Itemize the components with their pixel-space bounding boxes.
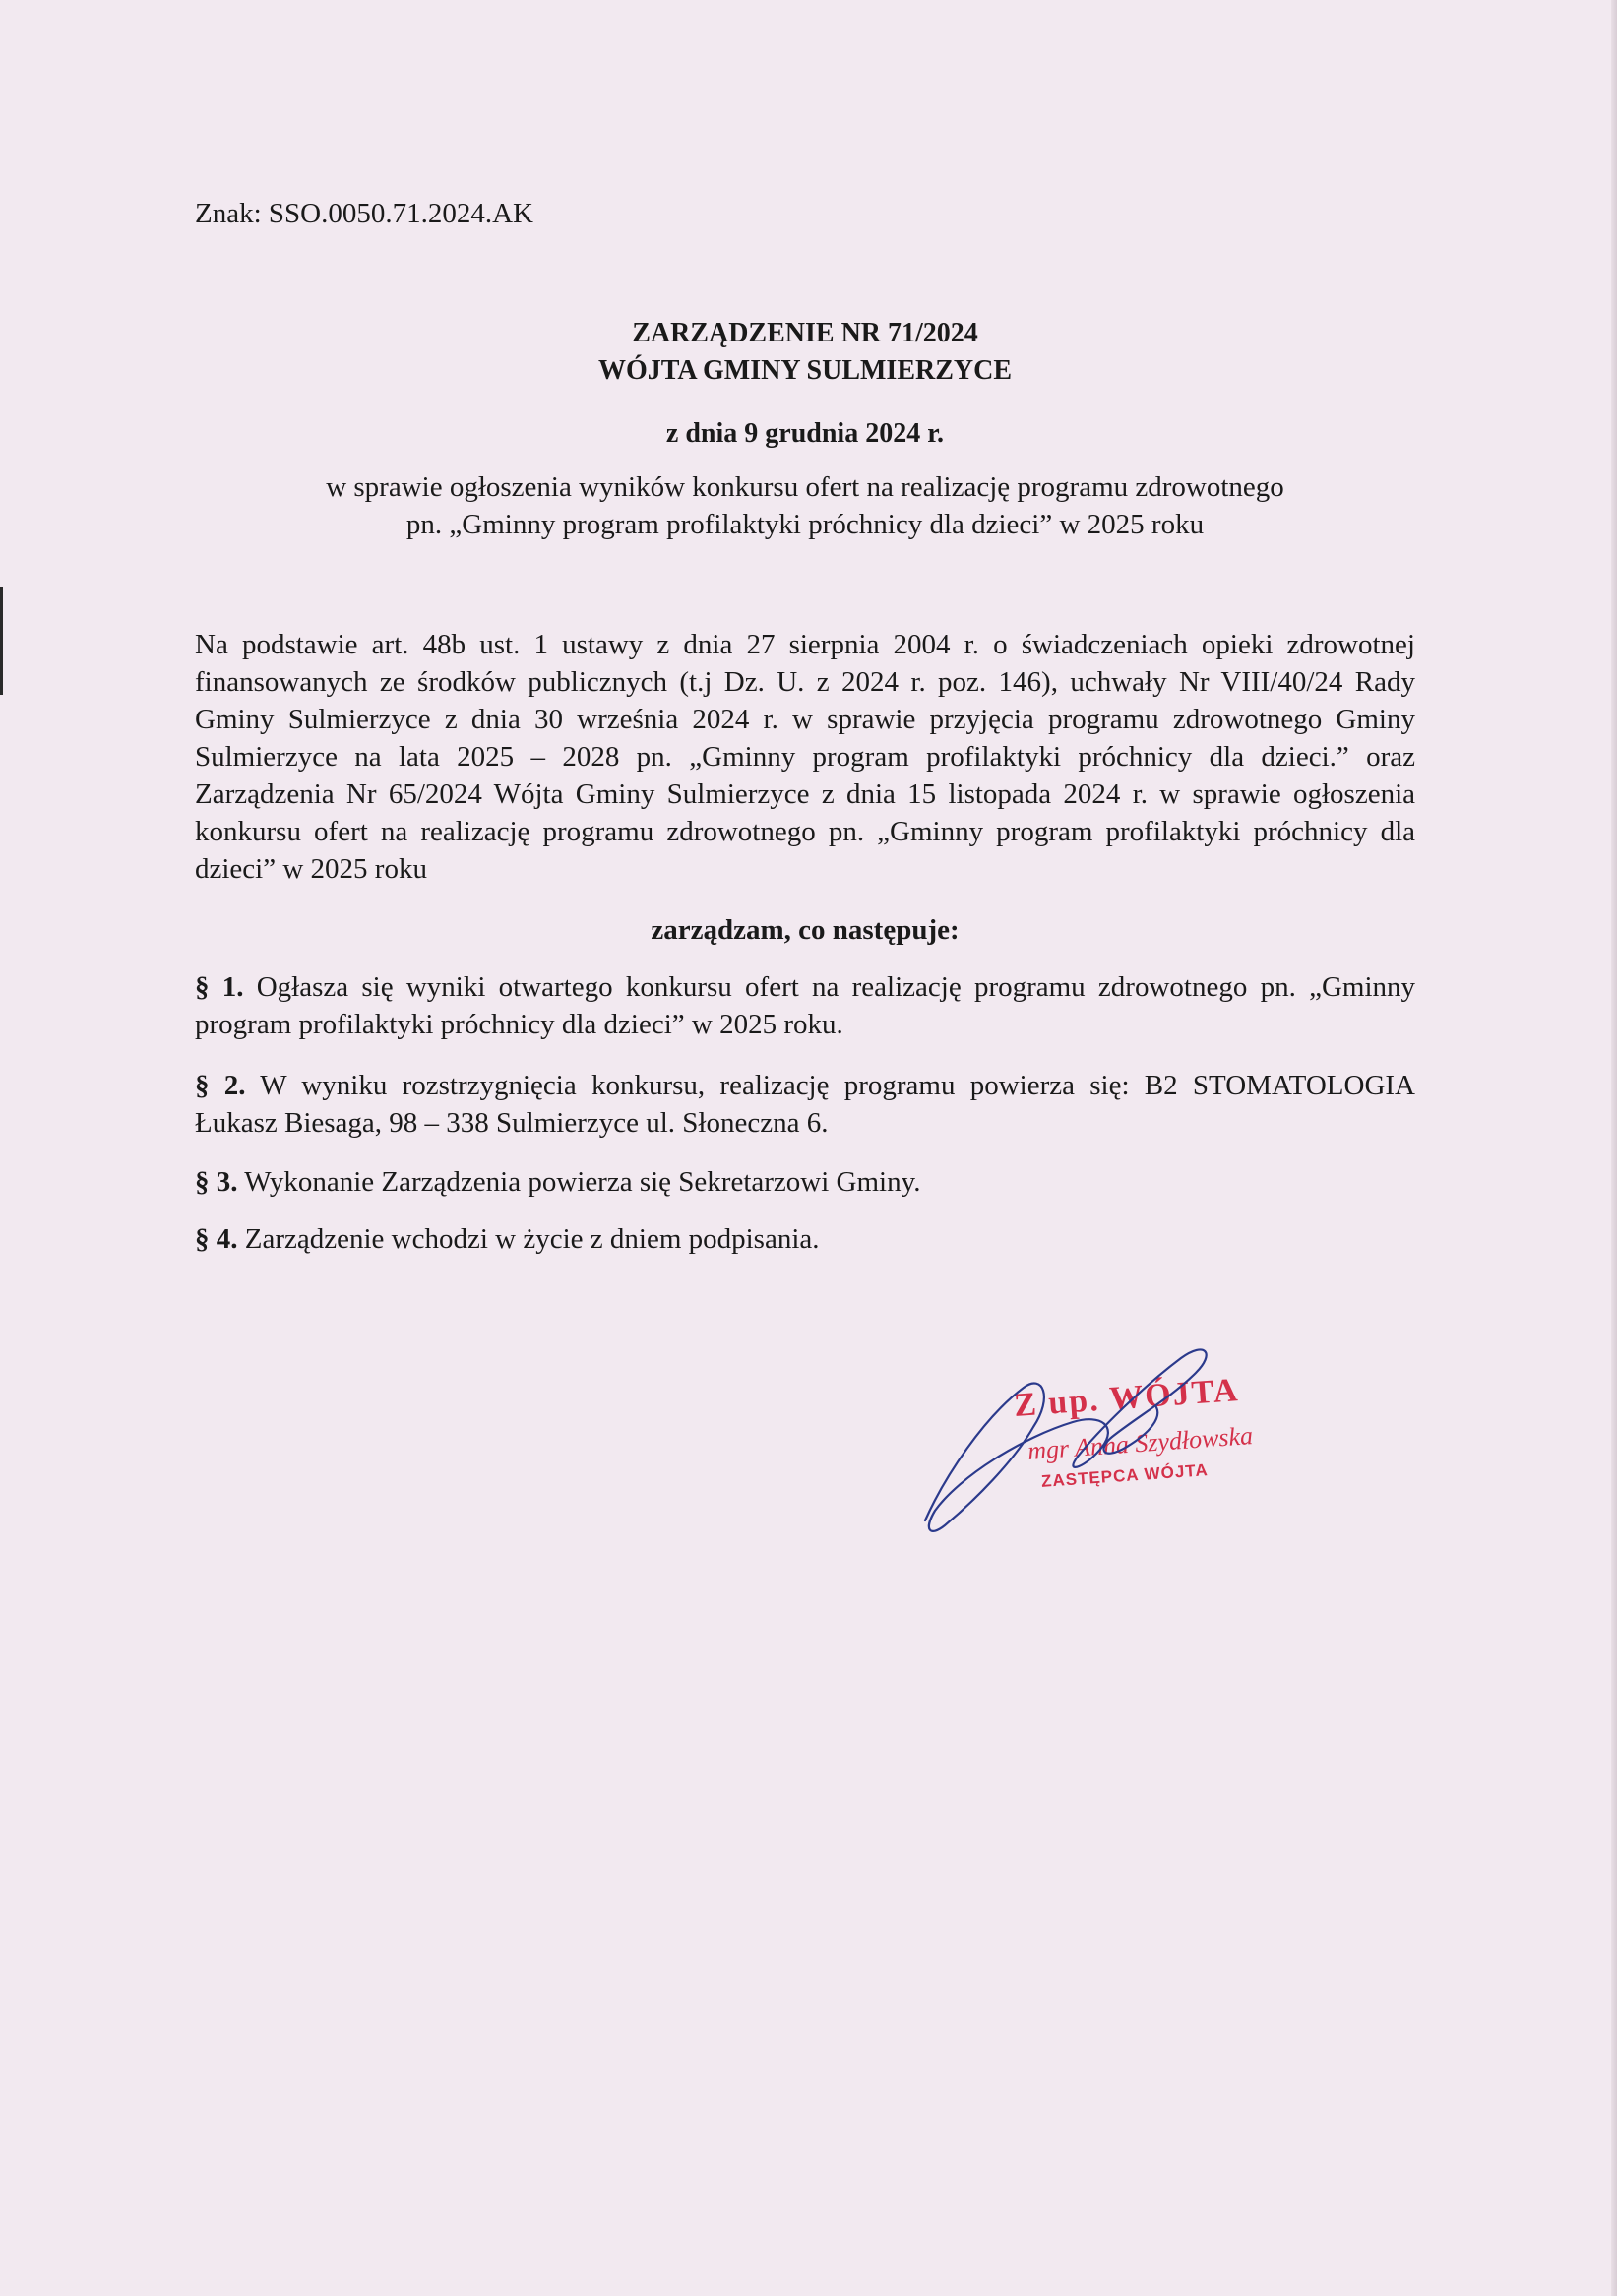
paragraph-text: Ogłasza się wyniki otwartego konkursu ofert na realizację programu zdrowotnego pn. „Gminny program profilaktyki próchnicy dla dzieci” w 2025 roku. bbox=[195, 971, 1415, 1040]
document-title-line2: WÓJTA GMINY SULMIERZYCE bbox=[597, 355, 1013, 386]
paragraph-3 bbox=[195, 1163, 1415, 1201]
paragraph-number: § 1. bbox=[195, 971, 244, 1003]
stamp-line3: ZASTĘPCA WÓJTA bbox=[1040, 1460, 1210, 1491]
stamp-line2: mgr Anna Szydłowska bbox=[1026, 1421, 1254, 1465]
paragraph-1 bbox=[195, 968, 1415, 1043]
handwritten-signature bbox=[915, 1329, 1250, 1545]
scan-edge-mark bbox=[0, 587, 3, 695]
subject-line1: w sprawie ogłoszenia wyników konkursu ofert na realizację programu zdrowotnego bbox=[326, 471, 1284, 503]
document-sign: Znak: SSO.0050.71.2024.AK bbox=[195, 198, 533, 229]
legal-basis: Na podstawie art. 48b ust. 1 ustawy z dnia 27 sierpnia 2004 r. o świadczeniach opieki zdrowotnej finansowanych ze środków publicznych (t.j Dz. U. z 2024 r. poz. 146), uchwały Nr VIII/40/24 Rady Gminy Sulmierzyce z dnia 30 września 2024 r. w sprawie przyjęcia programu zdrowotnego Gminy Sulmierzyce na lata 2025 – 2028 pn. „Gminny program profilaktyki próchnicy dla dzieci.” oraz Zarządzenia Nr 65/2024 Wójta Gminy Sulmierzyce z dnia 15 listopada 2024 r. w sprawie ogłoszenia konkursu ofert na realizację programu zdrowotnego pn. „Gminny program profilaktyki próchnicy dla dzieci” w 2025 roku bbox=[195, 629, 1415, 885]
paragraph-text: Zarządzenie wchodzi w życie z dniem podpisania. bbox=[237, 1223, 820, 1255]
stamp-line1: Z up. WÓJTA bbox=[1012, 1372, 1241, 1424]
paragraph-2 bbox=[195, 1067, 1415, 1142]
document-date: z dnia 9 grudnia 2024 r. bbox=[665, 418, 945, 449]
paragraph-text: W wyniku rozstrzygnięcia konkursu, realizację programu powierza się: B2 STOMATOLOGIA Łukasz Biesaga, 98 – 338 Sulmierzyce ul. Słoneczna 6. bbox=[195, 1070, 1416, 1139]
decree-heading: zarządzam, co następuje: bbox=[651, 914, 960, 946]
paragraph-number: § 4. bbox=[195, 1223, 238, 1255]
page-edge-shadow bbox=[1611, 0, 1617, 2296]
paragraph-number: § 3. bbox=[195, 1166, 238, 1198]
paragraph-4 bbox=[195, 1220, 1415, 1258]
paragraph-number: § 2. bbox=[195, 1070, 246, 1101]
paragraph-text: Wykonanie Zarządzenia powierza się Sekretarzowi Gminy. bbox=[237, 1166, 921, 1198]
document-subject bbox=[195, 468, 1415, 543]
subject-line2: pn. „Gminny program profilaktyki próchnicy dla dzieci” w 2025 roku bbox=[405, 509, 1205, 540]
document-title-line1: ZARZĄDZENIE NR 71/2024 bbox=[632, 318, 978, 348]
